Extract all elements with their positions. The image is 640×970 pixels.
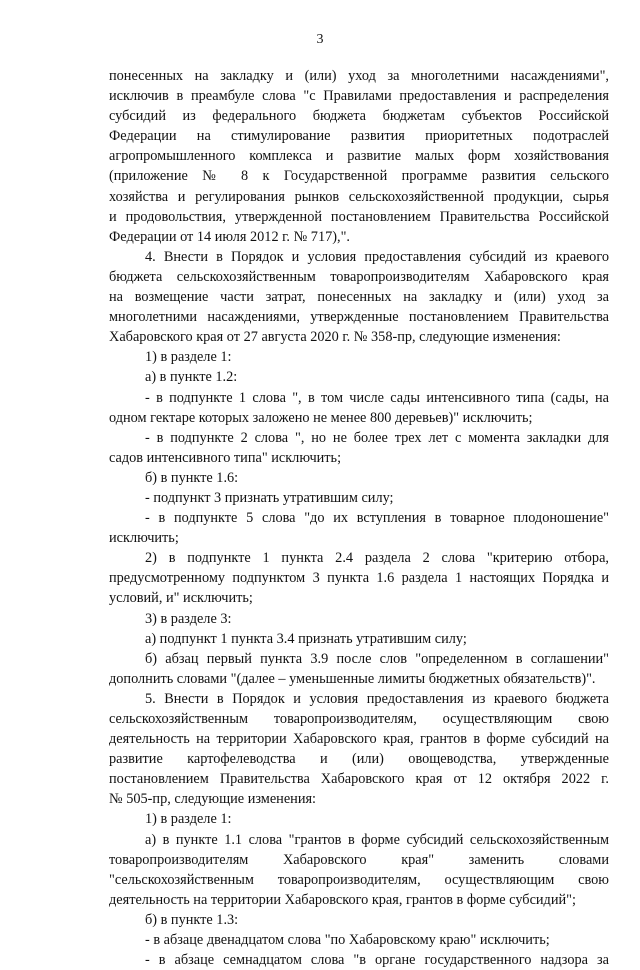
text-line: а) в пункте 1.1 слова "грантов в форме субсидий сельскохозяйственным	[145, 831, 609, 848]
text-line: товаропроизводителям Хабаровского края" заменить словами	[109, 851, 609, 868]
text-line: исключив в преамбуле слова "с Правилами предоставления и распределения	[109, 88, 609, 105]
text-line: - в подпункте 5 слова "до их вступления в товарное плодоношение"	[145, 510, 609, 527]
text-line: Федерации от 14 июля 2012 г. № 717),".	[109, 228, 350, 245]
text-line: агропромышленного комплекса и развитие малых форм хозяйствования	[109, 148, 609, 165]
text-line: понесенных на закладку и (или) уход за многолетними насаждениями",	[109, 68, 609, 84]
text-line: деятельность на территории Хабаровского края, грантов в форме субсидий";	[109, 891, 576, 908]
text-line: б) абзац первый пункта 3.9 после слов "определенном в соглашении"	[145, 650, 609, 667]
text-line: № 505-пр, следующие изменения:	[109, 791, 317, 808]
text-line: (приложение № 8 к Государственной программе развития сельского	[109, 168, 609, 185]
text-line: условий, и" исключить;	[109, 590, 253, 607]
text-line: многолетними насаждениями, утвержденные постановлением Правительства	[109, 309, 609, 326]
text-line: деятельность на территории Хабаровского края, грантов в форме субсидий на	[109, 731, 609, 748]
text-line: постановлением Правительства Хабаровского края от 12 октября 2022 г.	[109, 771, 609, 788]
text-line: дополнить словами "(далее – уменьшенные лимиты бюджетных обязательств)".	[109, 670, 596, 687]
text-line: - в подпункте 2 слова ", но не более трех лет с момента закладки для	[145, 429, 609, 446]
document-body	[109, 66, 609, 970]
text-line: исключить;	[109, 530, 179, 547]
text-line: и продовольствия, утвержденной постановлением Правительства Российской	[109, 208, 609, 225]
text-line: - в подпункте 1 слова ", в том числе сады интенсивного типа (сады, на	[145, 389, 609, 406]
text-line: хозяйства и регулирования рынков сельскохозяйственной продукции, сырья	[109, 188, 609, 205]
text-line: бюджета сельскохозяйственным товаропроизводителям Хабаровского края	[109, 268, 609, 285]
text-line: - подпункт 3 признать утратившим силу;	[145, 489, 394, 506]
text-line: Федерации на стимулирование развития приоритетных подотраслей	[109, 128, 609, 145]
text-line: а) подпункт 1 пункта 3.4 признать утратившим силу;	[145, 630, 467, 647]
text-line: 1) в разделе 1:	[145, 811, 232, 828]
text-line: б) в пункте 1.3:	[145, 911, 239, 928]
text-line: а) в пункте 1.2:	[145, 369, 238, 386]
text-line: 2) в подпункте 1 пункта 2.4 раздела 2 слова "критерию отбора,	[145, 550, 609, 567]
text-line: предусмотренному подпунктом 3 пункта 1.6 раздела 1 настоящих Порядка и	[109, 570, 609, 587]
text-line: развитие картофелеводства и (или) овощеводства, утвержденные	[109, 751, 609, 768]
text-line: 5. Внести в Порядок и условия предоставления из краевого бюджета	[145, 690, 609, 707]
text-line: - в абзаце двенадцатом слова "по Хабаровскому краю" исключить;	[145, 932, 550, 949]
text-line: Хабаровского края от 27 августа 2020 г. № 358-пр, следующие изменения:	[109, 329, 561, 346]
text-line: - в абзаце семнадцатом слова "в органе государственного надзора за	[145, 952, 609, 969]
text-line: на возмещение части затрат, понесенных на закладку и (или) уход за	[109, 289, 609, 306]
text-line: 3) в разделе 3:	[145, 610, 232, 627]
page-number: 3	[316, 32, 324, 47]
text-line: б) в пункте 1.6:	[145, 469, 239, 486]
text-line: 1) в разделе 1:	[145, 349, 232, 366]
text-line: садов интенсивного типа" исключить;	[109, 449, 342, 466]
text-line: одном гектаре которых заложено не менее 800 деревьев)" исключить;	[109, 409, 533, 426]
text-line: субсидий из федерального бюджета бюджетам субъектов Российской	[109, 108, 609, 125]
text-line: "сельскохозяйственным товаропроизводителям, осуществляющим свою	[109, 871, 609, 888]
text-line: сельскохозяйственным товаропроизводителям, осуществляющим свою	[109, 711, 609, 727]
text-line: 4. Внести в Порядок и условия предоставления субсидий из краевого	[145, 248, 609, 265]
